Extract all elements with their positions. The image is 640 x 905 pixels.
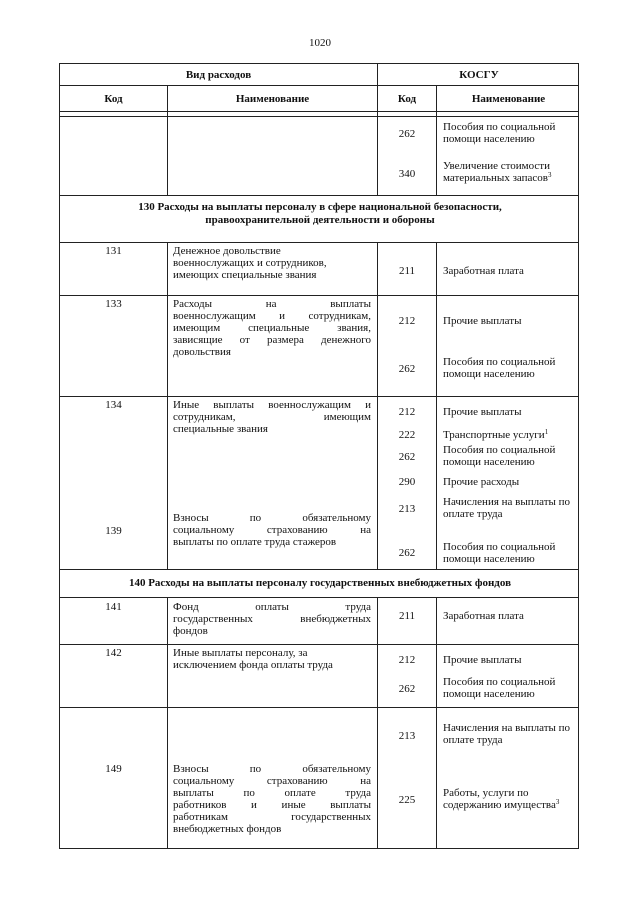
kosgu-name: Пособия по социальной помощи населению <box>443 541 556 565</box>
kosgu-name: Пособия по социальной помощи населению <box>443 676 556 700</box>
section-title: 130 Расходы на выплаты персоналу в сфере национальной безопасности, <box>138 201 502 213</box>
header-kosgu-name: Наименование <box>471 93 546 105</box>
expense-code: 149 <box>105 763 122 775</box>
kosgu-name: Прочие расходы <box>443 476 520 488</box>
kosgu-name: Работы, услуги по содержанию имущества$^3$ <box>443 787 560 811</box>
section-title: правоохранительной деятельности и обороны <box>205 214 435 226</box>
expense-name: Денежное довольствие военнослужащих и сотрудников, имеющих специальные звания <box>173 245 327 281</box>
kosgu-name: Прочие выплаты <box>443 406 522 418</box>
expense-name: Взносы по обязательному социальному страхованию на выплаты по оплате труда работников и иные выплаты работникам государственных внебюджетных фондов <box>173 763 371 835</box>
kosgu-name: Начисления на выплаты по оплате труда <box>443 496 571 520</box>
kosgu-name: Пособия по социальной помощи населению <box>443 356 556 380</box>
kosgu-name: Заработная плата <box>443 610 524 622</box>
expense-code: 134 <box>105 399 122 411</box>
kosgu-name: Увеличение стоимости материальных запасов$^3$ <box>443 160 552 184</box>
kosgu-code: 213 <box>398 503 416 515</box>
kosgu-code: 262 <box>398 363 416 375</box>
expense-code: 131 <box>105 245 122 257</box>
kosgu-name: Прочие выплаты <box>443 315 522 327</box>
expense-code: 141 <box>105 601 122 613</box>
kosgu-code: 262 <box>398 451 416 463</box>
kosgu-code: 262 <box>398 683 416 695</box>
page-number: 1020 <box>309 37 331 49</box>
header-name: Наименование <box>235 93 310 105</box>
kosgu-name: Транспортные услуги$^1$ <box>443 428 549 441</box>
expense-name: Взносы по обязательному социальному страхованию на выплаты по оплате труда стажеров <box>173 512 371 548</box>
footnote-ref: 3 <box>548 171 552 179</box>
kosgu-name: Пособия по социальной помощи населению <box>443 444 556 468</box>
kosgu-name: Начисления на выплаты по оплате труда <box>443 722 571 746</box>
header-expense-type: Вид расходов <box>185 69 252 81</box>
expense-name: Расходы на выплаты военнослужащим и сотрудникам, имеющим специальные звания, зависящие от размера денежного довольствия <box>173 298 371 358</box>
expense-code: 142 <box>105 647 122 659</box>
header-kosgu-code: Код <box>397 93 417 105</box>
footnote-ref: 3 <box>555 798 560 806</box>
expense-code: 139 <box>105 525 122 537</box>
kosgu-code: 211 <box>398 610 416 622</box>
kosgu-code: 212 <box>398 654 416 666</box>
section-title: 140 Расходы на выплаты персоналу государственных внебюджетных фондов <box>128 577 512 589</box>
kosgu-code: 212 <box>398 406 416 418</box>
kosgu-code: 213 <box>398 730 416 742</box>
kosgu-name: Прочие выплаты <box>443 654 522 666</box>
kosgu-code: 222 <box>398 429 416 441</box>
kosgu-code: 225 <box>398 794 416 806</box>
budget-classification-table <box>59 63 579 849</box>
expense-name: Фонд оплаты труда государственных внебюджетных фондов <box>173 601 371 637</box>
footnote-ref: 1 <box>544 428 549 436</box>
kosgu-code: 340 <box>398 168 416 180</box>
header-code: Код <box>104 93 123 105</box>
kosgu-code: 212 <box>398 315 416 327</box>
header-kosgu: КОСГУ <box>459 69 499 81</box>
kosgu-name: Пособия по социальной помощи населению <box>443 121 556 145</box>
kosgu-code: 211 <box>398 265 416 277</box>
kosgu-code: 262 <box>398 547 416 559</box>
kosgu-code: 290 <box>398 476 416 488</box>
expense-code: 133 <box>105 298 122 310</box>
kosgu-name: Заработная плата <box>443 265 524 277</box>
kosgu-code: 262 <box>398 128 416 140</box>
expense-name: Иные выплаты военнослужащим и сотрудникам, имеющим специальные звания <box>173 399 371 435</box>
expense-name: Иные выплаты персоналу, за исключением фонда оплаты труда <box>173 647 333 671</box>
